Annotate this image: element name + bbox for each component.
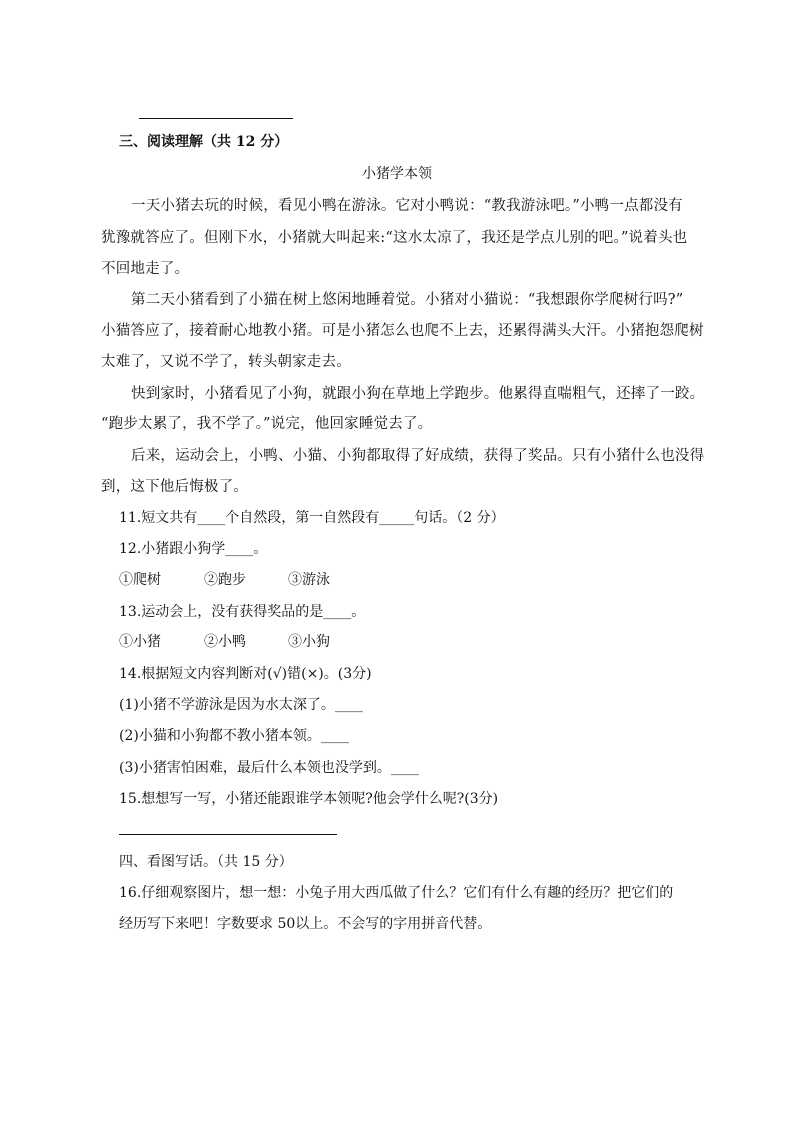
- section-3-heading: 三、阅读理解（共 12 分）: [119, 134, 289, 150]
- story-p1-line1: 一天小猪去玩的时候，看见小鸭在游泳。它对小鸭说：“教我游泳吧。”小鸭一点都没有: [131, 198, 683, 214]
- q12-option-3: ③游泳: [288, 572, 330, 588]
- story-p1-line2: 犹豫就答应了。但刚下水，小猪就大叫起来:“这水太凉了，我还是学点儿别的吧。”说着头也: [101, 230, 688, 246]
- question-13: 13.运动会上，没有获得奖品的是____。: [119, 604, 366, 620]
- q14-item-2: (2)小猫和小狗都不教小猪本领。____: [119, 728, 349, 744]
- question-12: 12.小猪跟小狗学____。: [119, 541, 268, 557]
- q14-item-1: (1)小猪不学游泳是因为水太深了。____: [119, 697, 363, 713]
- story-p4-line2: 到，这下他后悔极了。: [101, 479, 248, 495]
- question-15: 15.想想写一写，小猪还能跟谁学本领呢?他会学什么呢?(3分): [119, 791, 499, 807]
- q13-option-3: ③小狗: [288, 634, 330, 650]
- q13-option-2: ②小鸭: [204, 634, 246, 650]
- question-11: 11.短文共有____个自然段，第一自然段有_____句话。（2 分）: [119, 510, 505, 526]
- section-4-heading: 四、看图写话。（共 15 分）: [119, 854, 293, 870]
- answer-line-top: [139, 118, 293, 119]
- story-p3-line1: 快到家时，小猪看见了小狗，就跟小狗在草地上学跑步。他累得直喘粗气，还摔了一跤。: [131, 386, 705, 402]
- story-p2-line1: 第二天小猪看到了小猫在树上悠闲地睡着觉。小猪对小猫说：“我想跟你学爬树行吗?”: [131, 292, 684, 308]
- question-14: 14.根据短文内容判断对(√)错(×)。(3分): [119, 666, 372, 682]
- q13-option-1: ①小猪: [119, 634, 161, 650]
- story-title: 小猪学本领: [362, 166, 432, 182]
- story-p2-line3: 太难了，又说不学了，转头朝家走去。: [101, 354, 351, 370]
- story-p4-line1: 后来，运动会上，小鸭、小猫、小狗都取得了好成绩，获得了奖品。只有小猪什么也没得: [131, 448, 705, 464]
- question-16-line1: 16.仔细观察图片，想一想：小兔子用大西瓜做了什么？它们有什么有趣的经历？把它们的: [119, 885, 674, 901]
- story-p3-line2: “跑步太累了，我不学了。”说完，他回家睡觉去了。: [101, 416, 433, 432]
- q12-option-2: ②跑步: [204, 572, 246, 588]
- question-16-line2: 经历写下来吧！字数要求 50以上。不会写的字用拼音代替。: [119, 916, 492, 932]
- answer-line-q15: [119, 834, 337, 835]
- story-p2-line2: 小猫答应了，接着耐心地教小猪。可是小猪怎么也爬不上去，还累得满头大汗。小猪抱怨爬树: [101, 323, 704, 339]
- q14-item-3: (3)小猪害怕困难，最后什么本领也没学到。____: [119, 760, 419, 776]
- q12-option-1: ①爬树: [119, 572, 161, 588]
- story-p1-line3: 不回地走了。: [101, 261, 190, 277]
